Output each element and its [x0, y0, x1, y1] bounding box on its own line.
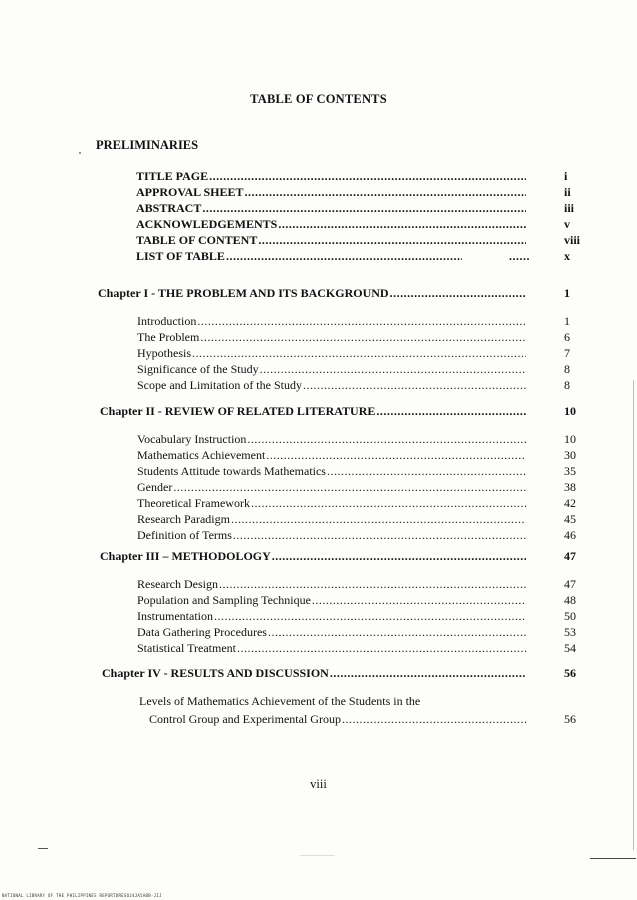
toc-entry-label: Significance of the Study — [137, 362, 259, 376]
toc-entry-label: The Problem — [137, 330, 200, 344]
leader-dots: ...... — [509, 249, 530, 263]
toc-entry-label: Instrumentation — [137, 609, 213, 623]
toc-entry[interactable] — [137, 432, 527, 447]
toc-page-number: iii — [564, 201, 575, 215]
toc-entry-label: Mathematics Achievement — [137, 448, 266, 462]
toc-page-number: 8 — [564, 362, 570, 376]
toc-entry[interactable] — [137, 378, 527, 393]
toc-entry[interactable] — [136, 201, 527, 216]
toc-page-number: 30 — [564, 448, 576, 462]
page-number-footer: viii — [310, 777, 327, 791]
chapter-page-number: 56 — [564, 666, 576, 680]
preliminaries-heading: PRELIMINARIES — [96, 138, 199, 152]
toc-entry[interactable] — [137, 528, 527, 543]
toc-page-number: 46 — [564, 528, 576, 542]
toc-entry[interactable] — [137, 346, 527, 361]
leader-dots — [226, 249, 462, 264]
toc-page-number: 38 — [564, 480, 576, 494]
leader-dots — [200, 330, 526, 345]
toc-entry-label: ACKNOWLEDGEMENTS — [136, 217, 278, 231]
leader-dots — [312, 593, 526, 608]
toc-page-number: 35 — [564, 464, 576, 478]
toc-entry[interactable] — [137, 480, 527, 495]
toc-entry[interactable] — [136, 217, 527, 232]
toc-entry-label: Hypothesis — [137, 346, 191, 360]
toc-page-number: 8 — [564, 378, 570, 392]
leader-dots — [219, 577, 526, 592]
toc-entry[interactable] — [137, 593, 527, 608]
toc-entry-label: Levels of Mathematics Achievement of the Students in the — [139, 694, 421, 708]
toc-page-number: 53 — [564, 625, 576, 639]
library-stamp: NATIONAL LIBRARY OF THE PHILIPPINES REPORTDRESOJ4JA5ABB-JIJ — [2, 893, 162, 898]
leader-dots — [209, 169, 526, 184]
toc-entry-label: Definition of Terms — [137, 528, 232, 542]
toc-entry[interactable] — [137, 512, 527, 527]
toc-page-number: v — [564, 217, 570, 231]
toc-entry[interactable] — [137, 625, 527, 640]
toc-entry-label: Vocabulary Instruction — [137, 432, 247, 446]
chapter-title: Chapter IV - RESULTS AND DISCUSSION — [102, 666, 329, 680]
leader-dots — [390, 286, 526, 301]
toc-page-number: 56 — [564, 712, 576, 726]
chapter-title: Chapter III – METHODOLOGY — [100, 549, 271, 563]
toc-entry-label: Scope and Limitation of the Study — [137, 378, 302, 392]
leader-dots — [266, 448, 526, 463]
leader-dots — [197, 314, 526, 329]
toc-entry[interactable] — [137, 641, 527, 656]
toc-page-number: i — [564, 169, 568, 183]
toc-page-number: 48 — [564, 593, 576, 607]
leader-dots — [237, 641, 526, 656]
toc-entry[interactable] — [136, 169, 527, 184]
leader-dots — [173, 480, 526, 495]
chapter-title: Chapter II - REVIEW OF RELATED LITERATURE — [100, 404, 376, 418]
toc-entry-label: Students Attitude towards Mathematics — [137, 464, 326, 478]
leader-dots — [268, 625, 526, 640]
toc-entry-label: TITLE PAGE — [136, 169, 209, 183]
leader-dots — [342, 712, 526, 727]
leader-dots — [327, 464, 526, 479]
chapter-page-number: 10 — [564, 404, 576, 418]
toc-entry-label: Control Group and Experimental Group — [149, 712, 341, 726]
toc-entry-label: Theoretical Framework — [137, 496, 250, 510]
toc-page-number: 47 — [564, 577, 576, 591]
toc-entry[interactable] — [137, 609, 527, 624]
leader-dots — [376, 404, 526, 419]
toc-page-number: 7 — [564, 346, 570, 360]
chapter-title: Chapter I - THE PROBLEM AND ITS BACKGROUND — [98, 286, 389, 300]
leader-dots — [192, 346, 526, 361]
chapter-heading[interactable] — [100, 549, 527, 564]
toc-page-number: 1 — [564, 314, 570, 328]
toc-entry[interactable] — [136, 233, 527, 248]
toc-page-number: 6 — [564, 330, 570, 344]
toc-entry-label: LIST OF TABLE — [136, 249, 225, 263]
toc-entry-label: Gender — [137, 480, 173, 494]
leader-dots — [278, 217, 526, 232]
toc-entry-label: Data Gathering Procedures — [137, 625, 267, 639]
toc-entry-label: TABLE OF CONTENT — [136, 233, 258, 247]
toc-entry[interactable] — [136, 185, 527, 200]
toc-page-number: x — [564, 249, 570, 263]
toc-page-number: 54 — [564, 641, 576, 655]
toc-page-number: 10 — [564, 432, 576, 446]
chapter-heading[interactable] — [100, 404, 527, 419]
toc-page-number: 45 — [564, 512, 576, 526]
leader-dots — [202, 201, 526, 216]
leader-dots — [231, 512, 526, 527]
page-title: TABLE OF CONTENTS — [250, 92, 387, 106]
toc-entry[interactable] — [137, 448, 527, 463]
leader-dots — [258, 233, 526, 248]
toc-entry-label: Population and Sampling Technique — [137, 593, 311, 607]
toc-entry-label: APPROVAL SHEET — [136, 185, 244, 199]
leader-dots — [272, 549, 526, 564]
toc-entry-label: Introduction — [137, 314, 197, 328]
toc-entry[interactable] — [137, 314, 527, 329]
leader-dots — [247, 432, 526, 447]
leader-dots — [233, 528, 526, 543]
toc-page-number: viii — [564, 233, 581, 247]
toc-entry-label: Statistical Treatment — [137, 641, 236, 655]
chapter-page-number: 1 — [564, 286, 570, 300]
leader-dots — [214, 609, 526, 624]
toc-entry[interactable] — [137, 577, 527, 592]
toc-entry[interactable] — [137, 496, 527, 511]
leader-dots — [330, 666, 526, 681]
toc-page-number: ii — [564, 185, 571, 199]
toc-entry[interactable] — [137, 362, 527, 377]
chapter-heading[interactable] — [102, 666, 527, 681]
toc-page-number: 42 — [564, 496, 576, 510]
toc-entry[interactable] — [136, 249, 463, 264]
toc-entry[interactable] — [137, 464, 527, 479]
leader-dots — [251, 496, 526, 511]
toc-entry[interactable] — [149, 712, 527, 727]
toc-entry-label: Research Paradigm — [137, 512, 230, 526]
toc-entry-label: Research Design — [137, 577, 218, 591]
toc-entry[interactable] — [137, 330, 527, 345]
toc-entry-label: ABSTRACT — [136, 201, 202, 215]
chapter-page-number: 47 — [564, 549, 576, 563]
leader-dots — [244, 185, 526, 200]
toc-page-number: 50 — [564, 609, 576, 623]
chapter-heading[interactable] — [98, 286, 527, 301]
leader-dots — [303, 378, 526, 393]
leader-dots — [260, 362, 526, 377]
